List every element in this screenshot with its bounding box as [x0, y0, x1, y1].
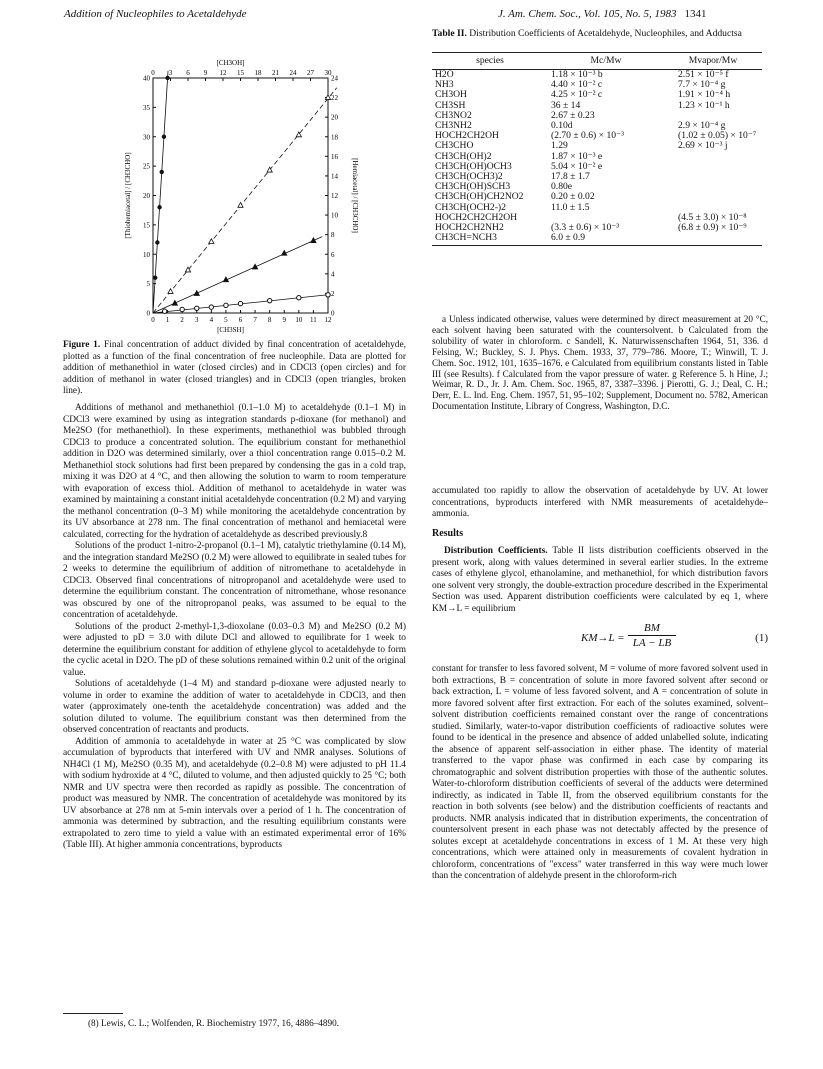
data-point-open-circle: [267, 298, 271, 302]
data-point-open-triangle: [296, 132, 301, 137]
table-cell: 1.18 × 10⁻³ b: [551, 69, 603, 80]
bottom-axis-title: [CH3SH]: [217, 326, 244, 334]
table-cell: CH3CH(OH)OCH3: [435, 160, 512, 172]
data-point-open-triangle: [168, 289, 173, 294]
figure-caption: Figure 1. Final concentration of adduct divided by final concentration of acetaldehyde, plotted as a function of the final concentration of free nucleophile. Data are plotted for addition of methanethiol in water (closed circles) and in CDCl3 (open circles) and for addition of methanol in water (closed triangles) and in CDCl3 (open triangles, broken line).: [63, 340, 406, 397]
table-cell: CH3CH(OCH2-)2: [435, 201, 506, 213]
tick-label: 2: [331, 289, 335, 298]
tick-label: 24: [289, 69, 297, 77]
tick-label: 8: [331, 231, 335, 240]
table-cell: 7.7 × 10⁻⁴ g: [678, 79, 726, 91]
equation-1: KM→L = $\frac{BM}{LA - LB}$ (1): [581, 622, 768, 649]
data-point-open-circle: [180, 307, 184, 311]
tick-label: 6: [331, 250, 335, 259]
data-point-closed-triangle: [252, 264, 257, 269]
table-cell: (1.02 ± 0.05) × 10⁻⁷: [678, 130, 757, 142]
tick-label: 8: [267, 316, 272, 324]
journal-citation-header: J. Am. Chem. Soc., Vol. 105, No. 5, 1983 1341: [498, 8, 707, 20]
table-cell: NH3: [435, 79, 454, 91]
table-cell: 0.20 ± 0.02: [551, 191, 595, 203]
column-header: species: [432, 53, 548, 70]
table-cell: [664, 192, 762, 202]
tick-label: 10: [331, 211, 338, 220]
table-cell: CH3CH(OH)SCH3: [435, 181, 511, 193]
table-cell: 2.67 ± 0.23: [551, 109, 595, 121]
tick-label: 10: [295, 316, 303, 324]
running-title: Addition of Nucleophiles to Acetaldehyde: [64, 8, 247, 20]
distribution-paragraph: Distribution Coefficients. Table II lists distribution coefficients observed in the present work, along with values determined in several earlier studies. In the extreme cases of ethylene glycol, ethanolamine, and methanethiol, for which distribution favors one solvent very strongly, the double-extraction procedure described in the Experimental Section was used. Apparent distribution coefficients were calculated by eq 1, where KM→L = equilibrium: [432, 546, 768, 614]
tick-label: 5: [146, 280, 150, 289]
column-header: Mvapor/Mw: [664, 53, 762, 70]
fit-line-methanol-cdcl3: [153, 88, 337, 313]
table-cell: [664, 233, 762, 246]
tick-label: 15: [237, 69, 244, 77]
table-row: [432, 233, 762, 246]
tick-label: 20: [143, 192, 150, 200]
tick-label: 30: [143, 133, 150, 142]
table-cell: CH3OH: [435, 89, 467, 101]
data-point-open-circle: [326, 293, 330, 297]
table-cell: CH3NO2: [435, 109, 472, 121]
table-cell: 17.8 ± 1.7: [551, 171, 590, 183]
table-cell: 0.80e: [551, 181, 573, 193]
table-footnotes: a Unless indicated otherwise, values were determined by direct measurement at 20 °C, each solvent having been saturated with the countersolvent. b Calculated from the solubility of water in chloroform. c Sandell, K. Naturwissenschaften 1964, 51, 336. d Felsing, W.; Buckley, S. J. Phys. Chem. 1933, 37, 779–786. Moore, T.; Winwill, T. J. Chem. Soc. 1912, 101, 1635–1676. e Calculated from equilibrium constants listed in Table III (see Results). f Calculated from the vapor pressure of water. g Reference 5. h Hine, J.; Weimar, R. D., Jr. J. Am. Chem. Soc. 1965, 87, 3387–3396. j Pierotti, G. J.; Deal, C. H.; Derr, E. L. Ind. Eng. Chem. 1957, 51, 95–102; Supplement, Document no. 5782, American Documentation Institute, Library of Congress, Washington, D.C.: [432, 314, 768, 412]
tick-label: 0: [331, 309, 335, 318]
tick-label: 6: [186, 69, 190, 77]
tick-label: 6: [238, 316, 243, 324]
data-point-open-circle: [224, 303, 228, 307]
table-cell: CH3CH(OCH3)2: [435, 171, 503, 183]
paragraph: Solutions of the product 2-methyl-1,3-dioxolane (0.03–0.3 M) and Me2SO (0.2 M) were adjusted to pD = 3.0 with dilute DCl and allowed to equilibrate for 1 week to determine the equilibrium constant for addition of ethylene glycol to acetaldehyde to form the cyclic acetal in D2O. The pD of these solutions remained within 0.2 unit of the original value.: [63, 621, 406, 678]
tick-label: 11: [310, 316, 317, 324]
footnote-8: (8) Lewis, C. L.; Wolfenden, R. Biochemistry 1977, 16, 4886–4890.: [88, 1018, 339, 1028]
page-number: 1341: [684, 8, 707, 20]
tick-label: 1: [165, 316, 170, 324]
tick-label: 4: [209, 316, 214, 324]
table-cell: CH3CH=NCH3: [432, 233, 548, 246]
tick-label: 0: [151, 69, 155, 77]
table-cell: CH3CH(OH)CH2NO2: [435, 191, 524, 203]
data-point-closed-circle: [155, 240, 159, 244]
table-cell: 36 ± 14: [551, 99, 581, 111]
paragraph: Solutions of the product 1-nitro-2-propanol (0.1–1 M), catalytic triethylamine (0.14 M), and the integration standard Me2SO (0.2 M) were allowed to equilibrate in sealed tubes for 2 weeks to determine the equilibrium of addition of nitromethane to acetaldehyde in CDCl3. Observed final concentrations of nitropropanol and acetaldehyde were used to determine the equilibrium constant. The concentration of nitromethane, whose resonance was obscured by one of the nitropropanol peaks, was assumed to be equal to the concentration of acetaldehyde.: [63, 541, 406, 620]
tick-label: 35: [143, 103, 150, 112]
equation-explanation-paragraph: constant for transfer to less favored solvent, M = volume of more favored solvent used in both extractions, B = concentration of solute in more favored solvent after second or back extraction, L = volume of less favored solvent, and A = concentration of solute in more favored solvent after first extraction. For each of the solutes examined, solvent–solvent distribution coefficients remained constant over the range of concentrations studied. Similarly, water-to-vapor distribution coefficients of radioactive solutes were found to be identical in the presence and absence of added unlabelled solute, indicating the absence of apparent self-association in either phase. The identity of material transferred to the vapor phase was confirmed in each case by comparing its chromatographic and solvent distribution properties with those of the authentic solutes. Water-to-chloroform distribution coefficients of several of the adducts were determined indirectly, as indicated in Table II, from the observed equilibrium constants for the reaction in both solvents (see below) and the distribution coefficients of reactants and products. NMR analysis indicated that in distribution experiments, the concentration of countersolvent present in each phase was not detectably affected by the presence of solutes except at acetaldehyde concentrations in excess of 1 M. At these very high concentrations, which were attained only in measurements of covalent hydration in chloroform, concentrations of "excess" water transferred in this way were much lower than the concentration of aldehyde present in the chloroform-rich: [432, 664, 768, 881]
table-cell: 2.51 × 10⁻⁵ f: [678, 69, 729, 80]
tick-label: 2: [180, 316, 184, 324]
fit-line-methanol-water: [153, 237, 322, 313]
tick-label: 3: [168, 69, 173, 77]
tick-label: 14: [331, 172, 338, 181]
table-cell: 5.04 × 10⁻² e: [551, 160, 603, 172]
tick-label: 0: [146, 309, 150, 318]
tick-label: 5: [224, 316, 228, 324]
table-cell: 1.87 × 10⁻³ e: [551, 150, 603, 162]
table-cell: [664, 152, 762, 162]
table-cell: CH3SH: [435, 99, 466, 111]
tick-label: 18: [331, 133, 338, 142]
table-cell: (2.70 ± 0.6) × 10⁻³: [551, 130, 624, 142]
table-cell: CH3CHO: [435, 140, 474, 152]
table-cell: CH3NH2: [435, 120, 472, 132]
data-point-open-triangle: [209, 239, 214, 244]
footnote-rule: [63, 1013, 123, 1014]
right-axis-title: [Hemiacetal] / [CH3CHO]: [351, 158, 359, 233]
table-cell: 11.0 ± 1.5: [551, 201, 590, 213]
data-point-open-circle: [195, 306, 199, 310]
table-cell: HOCH2CH2OH: [435, 130, 499, 142]
data-point-open-circle: [209, 305, 213, 309]
data-point-open-circle: [238, 301, 242, 305]
plot-frame: [153, 78, 328, 313]
table-row: [432, 101, 762, 111]
table-cell: 4.40 × 10⁻² c: [551, 79, 603, 91]
tick-label: 27: [307, 69, 314, 77]
data-point-open-triangle: [238, 202, 243, 207]
paragraph: Addition of ammonia to acetaldehyde in water at 25 °C was complicated by slow accumulation of byproducts that interfered with UV and NMR analyses. Solutions of NH4Cl (1 M), Me2SO (0.35 M), and acetaldehyde (0.2–0.8 M) were adjusted to pH 11.4 with sodium hydroxide at 4 °C, diluted to volume, and then adjusted quickly to 25 °C; both NMR and UV spectra were then recorded as rapidly as possible. The concentration of product was measured by NMR. The concentration of acetaldehyde was monitored by its UV absorbance at 278 nm at 5-min intervals over a period of 1 h. The concentration of ammonia was determined by subtraction, and the resulting equilibrium constants were extrapolated to zero time to yield a value with an estimated experimental error of 16% (Table III). At higher ammonia concentrations, byproducts: [63, 736, 406, 850]
data-point-open-circle: [162, 309, 166, 313]
tick-label: 7: [253, 316, 257, 324]
tick-label: 15: [143, 221, 150, 230]
table-title: Table II. Distribution Coefficients of Acetaldehyde, Nucleophiles, and Adductsa: [432, 28, 742, 39]
column-header: Mc/Mw: [548, 53, 664, 70]
tick-label: 4: [331, 270, 335, 279]
data-point-closed-circle: [153, 276, 157, 280]
tick-label: 12: [219, 69, 227, 77]
tick-label: 16: [331, 152, 338, 161]
tick-label: 9: [203, 69, 208, 77]
data-point-closed-circle: [157, 205, 161, 209]
tick-label: 30: [324, 69, 332, 77]
tick-label: 24: [331, 74, 338, 83]
table-cell: [664, 182, 762, 192]
data-point-closed-triangle: [172, 300, 177, 305]
data-point-closed-circle: [160, 170, 164, 174]
tick-label: 0: [151, 316, 155, 324]
data-point-open-circle: [297, 296, 301, 300]
figure-1-plot: [118, 28, 368, 338]
table-cell: HOCH2CH2CH2OH: [435, 211, 518, 223]
tick-label: 25: [143, 162, 150, 171]
table-cell: HOCH2CH2NH2: [435, 222, 504, 234]
tick-label: 9: [282, 316, 286, 324]
data-point-closed-triangle: [194, 291, 199, 296]
table-cell: 4.25 × 10⁻² c: [551, 89, 603, 101]
results-heading: Results: [432, 528, 464, 539]
table-cell: (6.8 ± 0.9) × 10⁻⁹: [678, 222, 747, 234]
data-point-closed-circle: [165, 76, 169, 80]
tick-label: 22: [331, 94, 338, 103]
tick-label: 20: [331, 113, 338, 122]
tick-label: 10: [143, 250, 150, 259]
tick-label: 3: [195, 316, 199, 324]
tick-label: 18: [254, 69, 262, 77]
tick-label: 12: [324, 316, 332, 324]
table-cell: 1.23 × 10⁻¹ h: [678, 99, 730, 111]
table-cell: [664, 172, 762, 182]
table-cell: (4.5 ± 3.0) × 10⁻⁸: [678, 211, 747, 223]
table-cell: (3.3 ± 0.6) × 10⁻³: [551, 222, 620, 234]
table-cell: 6.0 ± 0.9: [548, 233, 664, 246]
right-column-intro: accumulated too rapidly to allow the observation of acetaldehyde by UV. At lower concentrations, byproducts interfered with NMR measurements of acetaldehyde–ammonia.: [432, 486, 768, 519]
top-axis-title: [CH3OH]: [216, 59, 245, 67]
tick-label: 21: [272, 69, 279, 77]
table-cell: 1.91 × 10⁻⁴ h: [678, 89, 731, 101]
table-cell: 1.29: [551, 140, 568, 152]
table-header-row: [432, 53, 762, 70]
table-cell: 2.69 × 10⁻³ j: [678, 140, 728, 152]
tick-label: 40: [143, 74, 150, 83]
table-ii: [432, 52, 762, 246]
table-cell: CH3CH(OH)2: [435, 150, 492, 162]
paragraph: Additions of methanol and methanethiol (0.1–1.0 M) to acetaldehyde (0.1–1 M) in CDCl3 were examined by using as integration standards p-dioxane (for methanol) and Me2SO (for methanethiol). In these experiments, methanethiol was bubbled through CDCl3 to produce a concentrated solution. The equilibrium constant for methanethiol addition in D2O was determined similarly, over a thiol concentration range 0.015–0.2 M. Methanethiol stock solutions had first been prepared by condensing the gas in a cold trap, mixing it was D2O at 4 °C, and then allowing the solution to warm to room temperature with evaporation of excess thiol. Addition of methanol to acetaldehyde in water was examined by maintaining a constant initial acetaldehyde concentration (0.2 M) and varying the methanol concentration (0–3 M) while monitoring the acetaldehyde concentration by its UV absorbance at 278 nm. The final concentration of methanol and hemiacetal were calculated, correcting for the hydration of acetaldehyde as described previously.8: [63, 403, 406, 540]
table-cell: 0.10d: [551, 120, 573, 132]
paragraph: Solutions of acetaldehyde (1–4 M) and standard p-dioxane were adjusted nearly to volume in order to examine the addition of water to acetaldehyde in CDCl3, and then water (approximately one-tenth the acetaldehyde concentration) was added and the solution diluted to volume. The equilibrium constant was then determined from the observed concentration of reactants and products.: [63, 679, 406, 735]
tick-label: 12: [331, 192, 338, 200]
figure-1: [118, 28, 368, 338]
left-column-body: [63, 403, 406, 852]
data-point-closed-circle: [162, 135, 166, 139]
table-cell: H2O: [435, 69, 454, 80]
left-axis-title: [Thiohemiacetal] / [CH3CHO]: [124, 152, 132, 239]
table-cell: [664, 162, 762, 172]
table-cell: 2.9 × 10⁻⁴ g: [678, 120, 726, 132]
